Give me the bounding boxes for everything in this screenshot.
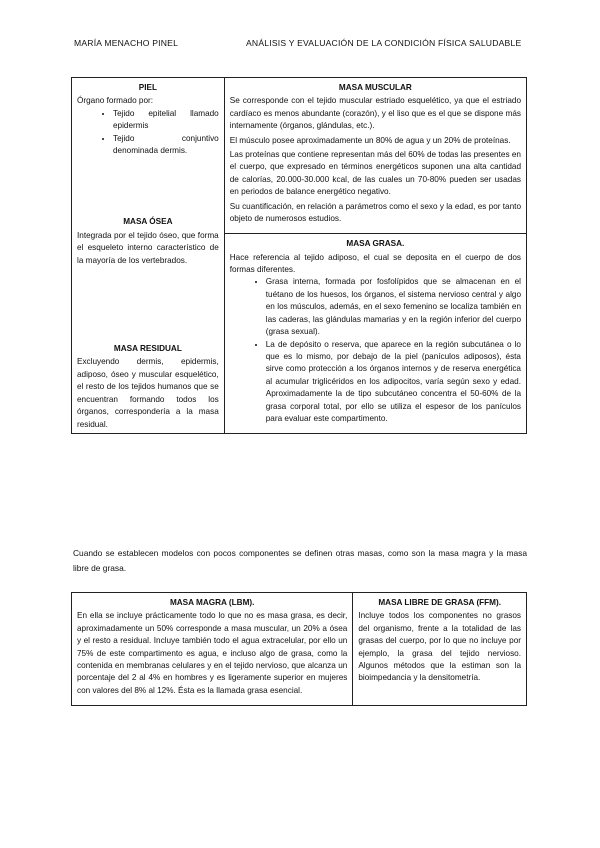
grasa-intro: Hace referencia al tejido adiposo, el cual se deposita en el cuerpo de dos formas diferentes. bbox=[229, 252, 521, 275]
muscular-heading: MASA MUSCULAR bbox=[338, 83, 412, 92]
muscular-paragraph: Su cuantificación, en relación a parámetros como el sexo y la edad, es por tanto objeto de numerosos estudios. bbox=[229, 201, 521, 224]
piel-intro: Órgano formado por: bbox=[77, 96, 154, 106]
residual-text: Excluyendo dermis, epidermis, adiposo, óseo y muscular esquelético, el resto de los tejidos humanos que se encuentran formando todos los órganos, correspondería a la masa residual. bbox=[77, 357, 219, 429]
grasa-heading: MASA GRASA. bbox=[346, 239, 405, 249]
grasa-item-deposito: • La de depósito o reserva, que aparece en la región subcutánea o lo que es lo mismo, por debajo de la piel (panículos adiposos), ésta sirve como protección a los órganos internos y de reserva energética al acumular triglicéridos en los adipocitos, varía según sexo y edad. Aproximadamente la de tipo subcutáneo concentra el 50-60% de la grasa corporal total, por ello se utiliza el espesor de los panículos para evaluar este compartimento. bbox=[266, 339, 521, 426]
grasa-cell bbox=[224, 234, 526, 434]
body-composition-table bbox=[71, 77, 527, 434]
libre-cell bbox=[353, 593, 527, 706]
piel-list bbox=[77, 108, 219, 158]
piel-item-dermis: • Tejido conjuntivo denominada dermis. bbox=[113, 133, 219, 158]
grasa-list bbox=[230, 276, 521, 425]
grasa-item-interna: • Grasa interna, formada por fosfolípidos que se almacenan en el tuétano de los huesos, los órganos, el sistema nervioso central y algo en los músculos, además, en el sexo femenino se localiza también en las caderas, las glándulas mamarias y en la región inferior del cuerpo (grasa sexual). bbox=[266, 276, 521, 338]
magra-heading: MASA MAGRA (LBM). bbox=[169, 598, 255, 607]
muscular-paragraph: Las proteínas que contiene representan más del 60% de todas las presentes en el cuerpo, que expresado en términos energéticos suponen una alta cantidad de calorías, 20.000-30.000 kcal, de las cuales un 70-80% pueden ser usadas en periodos de balance energético negativo. bbox=[229, 150, 521, 197]
left-column-cell bbox=[72, 78, 225, 434]
osea-heading: MASA ÓSEA bbox=[123, 217, 173, 227]
header-title: ANÁLISIS Y EVALUACIÓN DE LA CONDICIÓN FÍSICA SALUDABLE bbox=[246, 38, 522, 48]
intro-paragraph: Cuando se establecen modelos con pocos componentes se definen otras masas, como son la masa magra y la masa libre de grasa. bbox=[73, 548, 527, 573]
libre-heading: MASA LIBRE DE GRASA (FFM). bbox=[378, 598, 501, 607]
libre-text: Incluye todos los componentes no grasos del organismo, frente a la totalidad de las grasas del cuerpo, por lo que no incluye por ejemplo, la grasa del tejido nervioso. Algunos métodos que la estiman son la bioimpedancia y la densitometría. bbox=[358, 611, 521, 683]
lean-mass-table bbox=[71, 592, 527, 706]
piel-heading: PIEL bbox=[138, 83, 157, 92]
magra-text: En ella se incluye prácticamente todo lo que no es masa grasa, es decir, aproximadamente un 50% corresponde a masa muscular, un 20% a ósea y el resto a residual. Incluye también todo el agua extracelular, por ello un 75% de este compartimento es agua, e incluso algo de grasa, como la contenida en membranas celulares y en el tejido nervioso, que alcanza un porcentaje del 2 al 4% en hombres y es ligeramente superior en mujeres con valores del 8% al 12%. Ésta es la llamada grasa esencial. bbox=[77, 611, 348, 695]
muscular-paragraph: El músculo posee aproximadamente un 80% de agua y un 20% de proteínas. bbox=[229, 135, 511, 145]
muscular-cell bbox=[224, 78, 526, 234]
piel-item-epidermis: • Tejido epitelial llamado epidermis bbox=[113, 108, 219, 133]
osea-text: Integrada por el tejido óseo, que forma el esqueleto interno característico de la mayoría de los vertebrados. bbox=[77, 230, 219, 265]
header-author: MARÍA MENACHO PINEL bbox=[74, 38, 179, 48]
magra-cell bbox=[72, 593, 353, 706]
muscular-paragraph: Se corresponde con el tejido muscular estriado esquelético, ya que el estriado cardíaco es menos abundante (corazón), y el liso que es el que se dispone más internamente (órganos, glándulas, etc.). bbox=[229, 96, 521, 131]
residual-heading: MASA RESIDUAL bbox=[113, 344, 182, 354]
